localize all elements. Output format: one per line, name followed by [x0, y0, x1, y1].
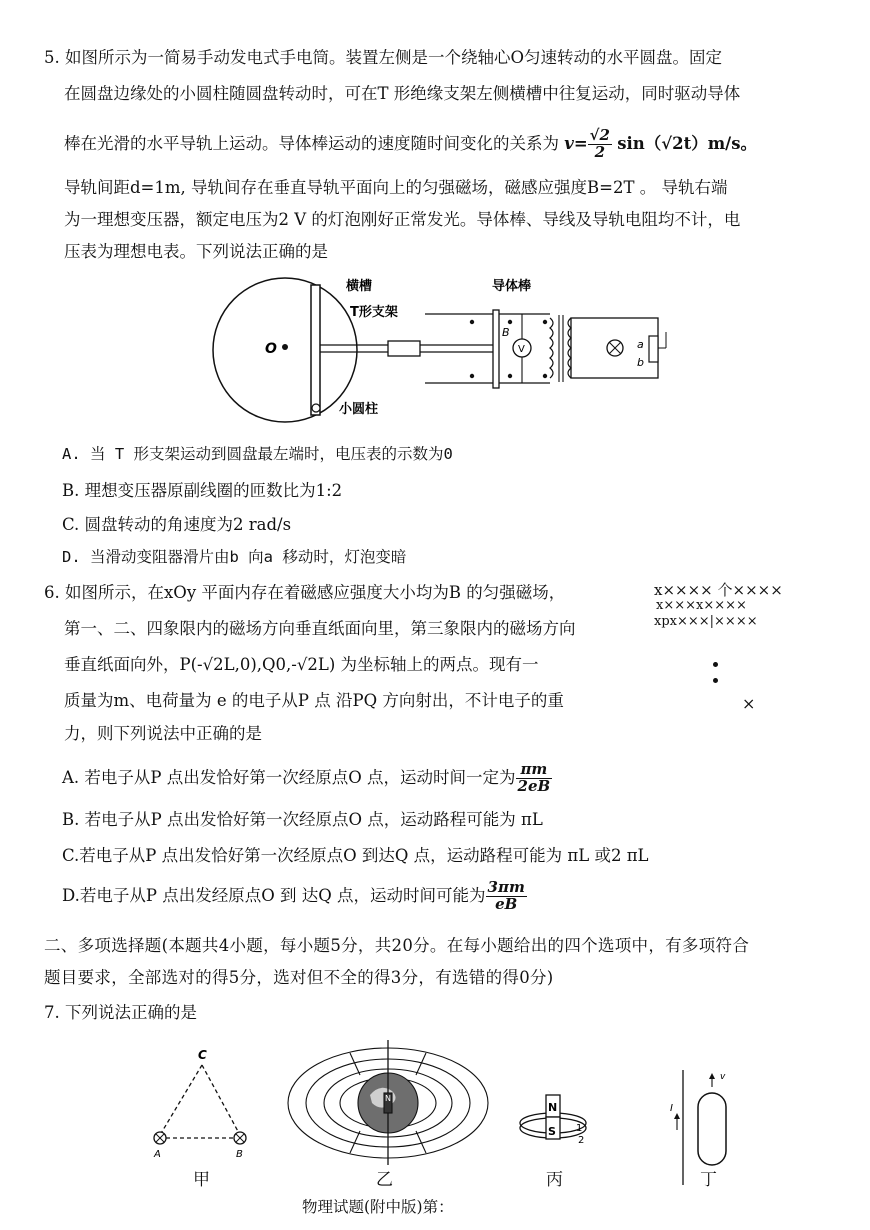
velocity-symbol: v= — [564, 133, 588, 153]
q6-fig-row-2: x×××x×××× — [656, 598, 747, 613]
q6-fig-row-1: x×××× 个×××× — [654, 581, 783, 599]
caption-jia: 甲 — [193, 1170, 210, 1190]
figure-jia — [153, 1048, 246, 1160]
magnet-n-label: N — [548, 1101, 558, 1114]
q5-option-b: B. 理想变压器原副线圈的匝数比为1:2 — [62, 481, 343, 500]
q6-option-d — [62, 880, 527, 913]
q6-line-3: 垂直纸面向外，P(-√2L,0),Q0,-√2L) 为坐标轴上的两点。现有一 — [64, 655, 539, 674]
q6-fig-row-3: xpx×××|×××× — [654, 614, 758, 629]
loop — [698, 1093, 726, 1165]
q5-line-1: 5. 如图所示为一简易手动发电式手电筒。装置左侧是一个绕轴心O匀速转动的水平圆盘。固定 — [44, 48, 723, 67]
q5-line-6: 压表为理想电表。下列说法正确的是 — [64, 242, 328, 261]
t-frame-label: T形支架 — [350, 305, 398, 320]
q6-line-2: 第一、二、四象限内的磁场方向垂直纸面向里，第三象限内的磁场方向 — [64, 619, 576, 638]
q5-line-3-text: 棒在光滑的水平导轨上运动。导体棒运动的速度随时间变化的关系为 — [64, 133, 559, 153]
coil-1-label: 1 — [576, 1123, 583, 1134]
groove-label: 横槽 — [346, 279, 373, 294]
primary-coil — [550, 318, 553, 378]
caption-ding: 丁 — [700, 1170, 717, 1190]
q6-option-a-den: 2eB — [517, 776, 551, 795]
q5-option-c: C. 圆盘转动的角速度为2 rad/s — [62, 515, 292, 534]
q6-line-1: 6. 如图所示，在xOy 平面内存在着磁感应强度大小均为B 的匀强磁场， — [44, 583, 566, 602]
q6-line-4: 质量为m、电荷量为 e 的电子从P 点 沿PQ 方向射出，不计电子的重 — [64, 691, 564, 710]
velocity-fraction — [588, 128, 612, 161]
voltmeter-label: V — [518, 344, 525, 355]
figure-bing — [520, 1095, 586, 1146]
coil-2-label: 2 — [578, 1135, 585, 1146]
q6-option-d-den: eB — [495, 894, 518, 913]
q6-option-a-num: πm — [516, 762, 553, 779]
q6-fig-cross: × — [742, 694, 756, 713]
q7-stem: 7. 下列说法正确的是 — [44, 1003, 197, 1022]
point-b-label: B — [236, 1149, 243, 1160]
insulator-block — [388, 341, 420, 356]
velocity-fraction-den: 2 — [594, 142, 606, 161]
cylinder-label: 小圆柱 — [339, 402, 379, 417]
figure-ding — [670, 1070, 726, 1185]
section2-line-1: 二、多项选择题(本题共4小题，每小题5分，共20分。在每小题给出的四个选项中，有多项符合 — [44, 936, 750, 955]
point-a-label: A — [154, 1149, 161, 1160]
velocity-v-label: v — [720, 1072, 726, 1082]
q6-option-d-text: D.若电子从P 点出发经原点O 到 达Q 点，运动时间可能为 — [62, 885, 486, 905]
q6-option-b: B. 若电子从P 点出发恰好第一次经原点O 点，运动路程可能为 πL — [62, 810, 543, 829]
current-i-label: I — [670, 1103, 673, 1114]
page-footer: 物理试题(附中版)第： — [302, 1198, 454, 1216]
caption-bing: 丙 — [546, 1170, 563, 1190]
groove-rect — [311, 285, 320, 415]
q6-option-a — [62, 762, 552, 795]
center-label: O — [265, 341, 277, 357]
q6-fig-dot-2 — [713, 678, 718, 683]
velocity-fraction-num: √2 — [589, 126, 610, 144]
q6-fig-dot-1 — [713, 662, 718, 667]
rheostat — [649, 336, 658, 362]
q6-line-5: 力，则下列说法中正确的是 — [64, 724, 262, 743]
q6-option-d-fraction — [486, 880, 527, 913]
b-field-label: B — [502, 326, 510, 339]
section2-line-2: 题目要求，全部选对的得5分，选对但不全的得3分，有选错的得0分) — [44, 968, 554, 987]
q5-line-5: 为一理想变压器，额定电压为2 V 的灯泡刚好正常发光。导体棒、导线及导轨电阻均不计，电 — [64, 210, 741, 229]
q5-figure — [210, 270, 670, 430]
q6-option-a-fraction — [516, 762, 553, 795]
q5-line-4: 导轨间距d=1m, 导轨间存在垂直导轨平面向上的匀强磁场，磁感应强度B=2T 。 导轨右端 — [64, 178, 728, 197]
rod-label: 导体棒 — [492, 279, 532, 294]
magnet-s-label: S — [548, 1125, 556, 1138]
q6-option-c: C.若电子从P 点出发恰好第一次经原点O 到达Q 点，运动路程可能为 πL 或2 πL — [62, 846, 649, 865]
q6-option-d-num: 3πm — [487, 878, 525, 896]
rheostat-a-label: a — [637, 338, 644, 351]
globe-n-label: N — [385, 1094, 391, 1103]
q5-option-d: D. 当滑动变阻器滑片由b 向a 移动时，灯泡变暗 — [62, 548, 407, 566]
conductor-rod — [493, 310, 499, 388]
small-cylinder — [312, 404, 320, 412]
q5-line-3 — [64, 128, 757, 161]
caption-yi: 乙 — [376, 1170, 393, 1190]
q7-figures — [140, 1035, 780, 1195]
q5-option-a: A. 当 T 形支架运动到圆盘最左端时，电压表的示数为0 — [62, 445, 453, 463]
point-c-label: C — [198, 1048, 207, 1062]
q5-line-2: 在圆盘边缘处的小圆柱随圆盘转动时，可在T 形绝缘支架左侧横槽中往复运动，同时驱动导体 — [64, 84, 741, 103]
q6-option-a-text: A. 若电子从P 点出发恰好第一次经原点O 点，运动时间一定为 — [62, 767, 516, 787]
disk-center-dot — [282, 344, 288, 350]
velocity-formula-rest: sin（√2t）m/s。 — [617, 133, 757, 153]
rheostat-b-label: b — [637, 356, 644, 369]
